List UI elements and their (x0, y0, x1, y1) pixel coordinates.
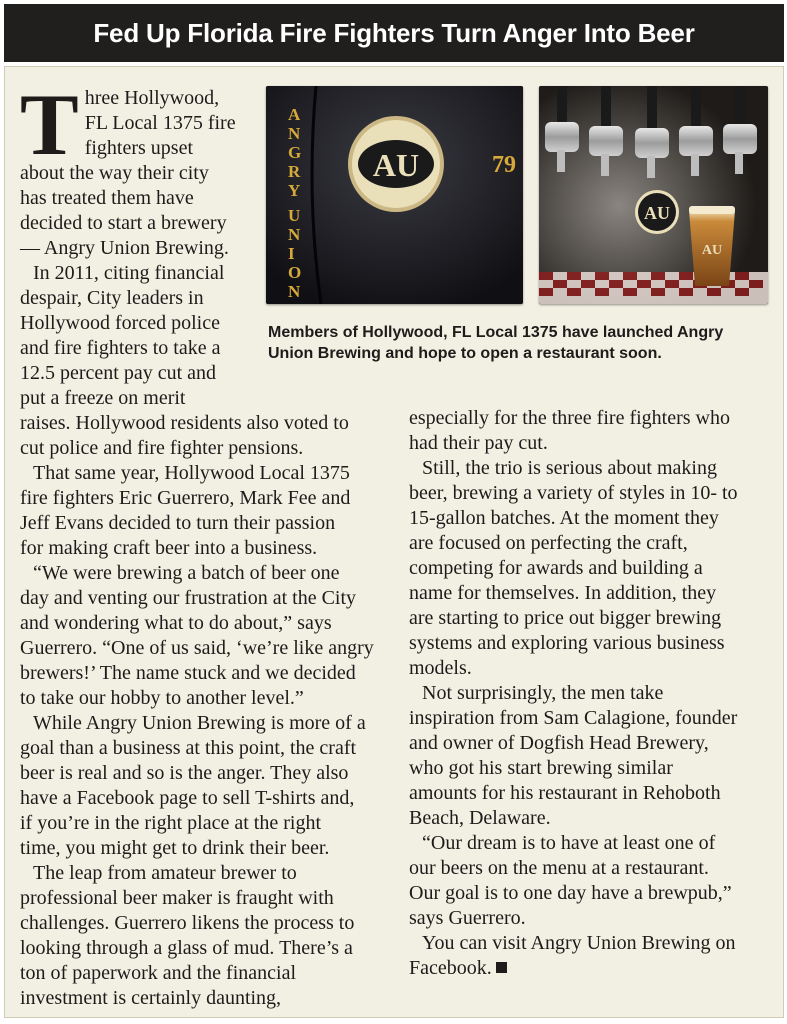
text-line: hree Hollywood, (84, 87, 220, 109)
text-line: especially for the three fire fighters who (409, 407, 730, 429)
caption-line: Members of Hollywood, FL Local 1375 have launched Angry (268, 324, 724, 341)
svg-text:G: G (288, 143, 302, 162)
text-line: beer is real and so is the anger. They also (20, 762, 349, 784)
text-line: time, you might get to drink their beer. (20, 837, 330, 859)
shirt-logo-text: AU (372, 147, 420, 183)
text-line: “We were brewing a batch of beer one (33, 562, 340, 584)
text-line: had their pay cut. (409, 432, 548, 454)
text-line: investment is certainly daunting, (20, 987, 282, 1009)
tablecloth (539, 272, 768, 304)
text-line: put a freeze on merit (20, 387, 186, 409)
svg-text:A: A (288, 105, 301, 124)
text-line: fighters upset (84, 137, 194, 159)
text-line: While Angry Union Brewing is more of a (33, 712, 366, 734)
text-line: Still, the trio is serious about making (422, 457, 717, 479)
text-line: fire fighters Eric Guerrero, Mark Fee and (20, 487, 351, 509)
svg-text:I: I (288, 244, 295, 263)
text-line: 15-gallon batches. At the moment they (409, 507, 719, 529)
svg-text:U: U (288, 206, 301, 225)
text-line: has treated them have (20, 187, 194, 209)
text-line: Jeff Evans decided to turn their passion (20, 512, 336, 534)
text-line: systems and exploring various business (409, 632, 725, 654)
text-line: day and venting our frustration at the City (20, 587, 357, 609)
text-line: Our goal is to one day have a brewpub,” (409, 882, 732, 904)
text-line: are starting to price out bigger brewing (409, 607, 722, 629)
photo-taps (539, 86, 768, 304)
text-line-last (409, 956, 779, 981)
text-line: professional beer maker is fraught with (20, 887, 334, 909)
text-line: amounts for his restaurant in Rehoboth (409, 782, 721, 804)
text-line: Not surprisingly, the men take (422, 682, 664, 704)
text-line: That same year, Hollywood Local 1375 (33, 462, 350, 484)
column-1-bottom (20, 411, 400, 1011)
text-line: “Our dream is to have at least one of (422, 832, 716, 854)
text-line: beer, brewing a variety of styles in 10- to (409, 482, 738, 504)
text-line: for making craft beer into a business. (20, 537, 318, 559)
text-line: have a Facebook page to sell T-shirts and, (20, 787, 355, 809)
shirt-number: 79 (492, 152, 516, 178)
column-2 (409, 406, 779, 981)
text-line: and wondering what to do about,” says (20, 612, 332, 634)
end-of-article-mark (496, 962, 507, 973)
text-line: about the way their city (20, 162, 209, 184)
svg-text:N: N (288, 225, 301, 244)
text-line: inspiration from Sam Calagione, founder (409, 707, 738, 729)
text-line: and fire fighters to take a (20, 337, 221, 359)
text-line: brewers!’ The name stuck and we decided (20, 662, 356, 684)
headline: Fed Up Florida Fire Fighters Turn Anger Into Beer (93, 18, 695, 48)
svg-text:R: R (288, 162, 301, 181)
text-line: Facebook. (409, 957, 492, 979)
text-line: Beach, Delaware. (409, 807, 551, 829)
tap-logo-text: AU (644, 203, 670, 223)
headline-banner (4, 4, 784, 62)
text-line: 12.5 percent pay cut and (20, 362, 217, 384)
text-line: are focused on perfecting the craft, (409, 532, 688, 554)
text-line: if you’re in the right place at the right (20, 812, 322, 834)
drop-cap: T (20, 77, 79, 174)
text-line: to take our hobby to another level.” (20, 687, 304, 709)
text-line: and owner of Dogfish Head Brewery, (409, 732, 709, 754)
svg-text:N: N (288, 124, 301, 143)
text-line: name for themselves. In addition, they (409, 582, 717, 604)
text-line: ton of paperwork and the financial (20, 962, 297, 984)
svg-text:Y: Y (288, 181, 301, 200)
text-line: cut police and fire fighter pensions. (20, 437, 304, 459)
text-line: Hollywood forced police (20, 312, 220, 334)
taps-illustration (539, 86, 768, 304)
caption-line: Union Brewing and hope to open a restaurant soon. (268, 345, 662, 362)
column-1-top (20, 77, 260, 411)
text-line: challenges. Guerrero likens the process to (20, 912, 355, 934)
text-line: Guerrero. “One of us said, ‘we’re like angry (20, 637, 374, 659)
svg-text:N: N (288, 282, 301, 301)
text-line: says Guerrero. (409, 907, 526, 929)
shirt-illustration (266, 86, 523, 304)
text-line: our beers on the menu at a restaurant. (409, 857, 709, 879)
text-line: — Angry Union Brewing. (20, 237, 229, 259)
text-line: decided to start a brewery (20, 212, 227, 234)
text-line: looking through a glass of mud. There’s a (20, 937, 353, 959)
text-line: models. (409, 657, 472, 679)
text-line: despair, City leaders in (20, 287, 204, 309)
text-line: The leap from amateur brewer to (33, 862, 297, 884)
text-line: competing for awards and building a (409, 557, 703, 579)
text-line: In 2011, citing financial (33, 262, 225, 284)
text-line: goal than a business at this point, the craft (20, 737, 357, 759)
photo-shirt (266, 86, 523, 304)
text-line: FL Local 1375 fire (84, 112, 236, 134)
svg-text:O: O (288, 263, 302, 282)
text-line: raises. Hollywood residents also voted to (20, 412, 349, 434)
text-line: who got his start brewing similar (409, 757, 673, 779)
photo-caption (268, 322, 778, 364)
glass-logo-text: AU (701, 243, 723, 258)
text-line: You can visit Angry Union Brewing on (422, 932, 736, 954)
